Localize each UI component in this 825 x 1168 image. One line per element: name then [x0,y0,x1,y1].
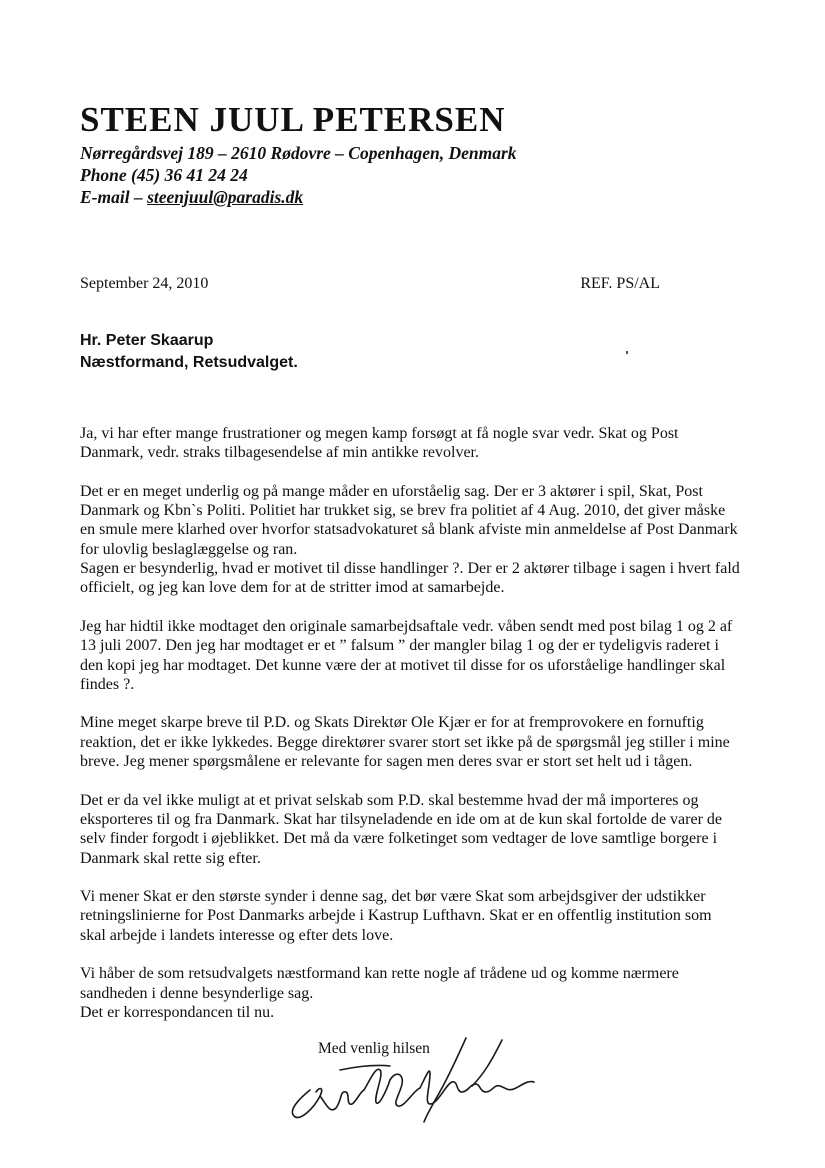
letterhead [80,98,730,208]
closing-phrase: Med venlig hilsen [318,1040,430,1057]
recipient-name: Hr. Peter Skaarup [80,332,214,349]
body-paragraph: Det er da vel ikke muligt at et privat selskab som P.D. skal bestemme hvad der må importeres og eksporteres til og fra Danmark. Skat har tilsyneladende en ide om at de kun skal fortolde de varer de selv finder forgodt i øjeblikket. Det må da være folketinget som vedtager de love samtlige borgere i Danmark skal rette sig efter. [80,791,722,867]
sender-phone: Phone (45) 36 41 24 24 [80,165,248,185]
recipient-block [80,330,580,374]
body-paragraph: Mine meget skarpe breve til P.D. og Skats Direktør Ole Kjær er for at fremprovokere en fornuftig reaktion, det er ikke lykkedes. Begge direktører svarer stort set ikke på de spørgsmål jeg stiller i mine breve. Jeg mener spørgsmålene er relevante for sagen men deres svar er stort set helt ud i tågen. [80,714,730,771]
body-paragraph: Ja, vi har efter mange frustrationer og megen kamp forsøgt at få nogle svar vedr. Skat og Post Danmark, vedr. straks tilbagesendelse af min antikke revolver. [80,425,679,462]
letter-date: September 24, 2010 [80,275,209,292]
body-paragraph: Vi mener Skat er den største synder i denne sag, det bør være Skat som arbejdsgiver der udstikker retningslinierne for Post Danmarks arbejde i Kastrup Lufthavn. Skat er en offentlig institution som skal arbejde i landets interesse og efter dets love. [80,888,712,944]
email-link[interactable]: steenjuul@paradis.dk [147,187,304,207]
email-label: E-mail – [80,187,148,207]
sender-address: Nørregårdsvej 189 – 2610 Rødovre – Copenhagen, Denmark [80,143,517,163]
body-paragraph: Det er en meget underlig og på mange måder en uforståelig sag. Der er 3 aktører i spil, Skat, Post Danmark og Kbn`s Politi. Politiet har trukket sig, se brev fra politiet af 4 Aug. 2010, det giver måske en smule mere klarhed over hvorfor statsadvokaturet så blank afviste min anmeldelse af Post Danmark for ulovlig beslaglæggelse og ran. Sagen er besynderlig, hvad er motivet til disse handlinger ?. Der er 2 aktører tilbage i sagen i hvert fald officielt, og jeg kan love dem for at de stritter imod at samarbejde. [80,482,740,597]
body-paragraph: Jeg har hidtil ikke modtaget den originale samarbejdsaftale vedr. våben sendt med post bilag 1 og 2 af 13 juli 2007. Den jeg har modtaget er et ” falsum ” der mangler bilag 1 og der er tydeligvis raderet i den kopi jeg har modtaget. Det kunne være der at motivet til disse for os uforståelige handlinger skal findes ?. [80,617,733,693]
letter-body [80,424,740,1042]
sender-email-line [80,186,730,208]
letter-reference: REF. PS/AL [580,275,660,292]
body-paragraph: Vi håber de som retsudvalgets næstformand kan rette nogle af trådene ud og komme nærmere sandheden i denne besynderlige sag. Det er korrespondancen til nu. [80,965,679,1021]
scan-speck [626,351,628,354]
signature-image [280,1030,550,1140]
recipient-title: Næstformand, Retsudvalget. [80,354,298,371]
dateline [80,275,660,297]
sender-name: STEEN JUUL PETERSEN [80,100,506,139]
